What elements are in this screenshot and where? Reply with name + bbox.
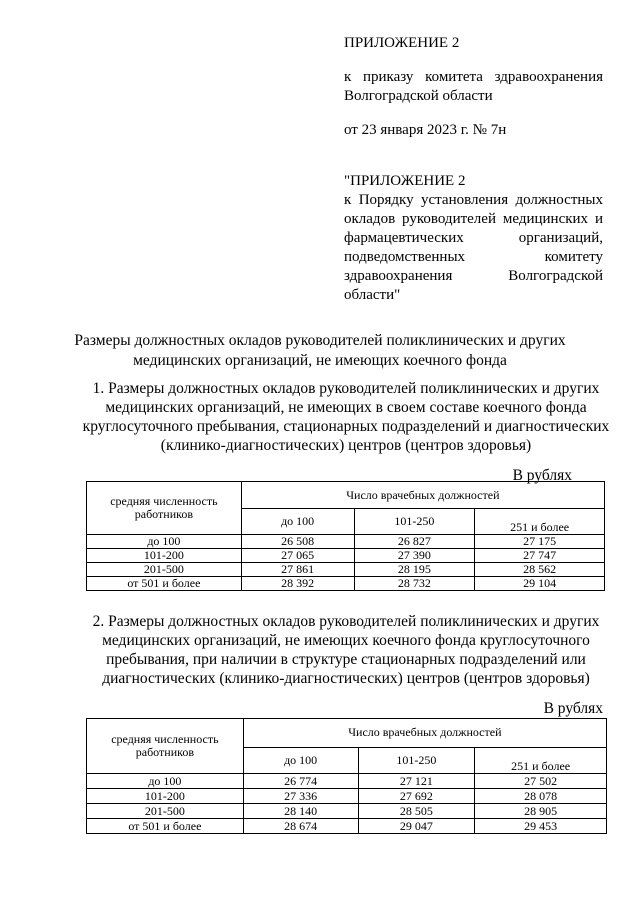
order-date: от 23 января 2023 г. № 7н: [344, 122, 507, 138]
procedure-line: окладов руководителей медицинских и: [344, 211, 603, 227]
table-cell: 27 065: [241, 549, 354, 563]
table-cell: 27 502: [475, 774, 607, 789]
section-1-heading-line: 1. Размеры должностных окладов руководителей поликлинических и других: [92, 380, 600, 397]
table-row: [87, 774, 607, 789]
row-label: от 501 и более: [87, 819, 244, 834]
col-header: до 100: [241, 509, 354, 535]
row-label: 101-200: [87, 549, 242, 563]
group-header-doctor-positions: Число врачебных должностей: [241, 482, 604, 509]
row-label: до 100: [87, 535, 242, 549]
col-header: 251 и более: [475, 509, 605, 535]
table-cell: 28 674: [243, 819, 358, 834]
table-cell: 27 747: [475, 549, 605, 563]
table-cell: 28 505: [358, 804, 475, 819]
col-header: 251 и более: [475, 747, 607, 773]
order-line-2: Волгоградской области: [344, 88, 493, 104]
section-2-heading-line: диагностических (клинико-диагностических) центров (центров здоровья): [102, 670, 590, 687]
section-2-heading-line: 2. Размеры должностных окладов руководителей поликлинических и других: [92, 613, 600, 630]
row-label: 201-500: [87, 563, 242, 577]
table-row: [87, 577, 605, 591]
table-row: [87, 549, 605, 563]
table-cell: 26 508: [241, 535, 354, 549]
col-header: 101-250: [354, 509, 475, 535]
table-row: [87, 563, 605, 577]
appendix-title: ПРИЛОЖЕНИЕ 2: [344, 35, 460, 51]
section-2-unit: В рублях: [543, 700, 603, 717]
col-header: до 100: [243, 747, 358, 773]
table-row: [87, 819, 607, 834]
row-label: до 100: [87, 774, 244, 789]
salary-table-2: [86, 718, 607, 834]
group-header-doctor-positions: Число врачебных должностей: [243, 719, 606, 748]
table-cell: 27 175: [475, 535, 605, 549]
section-1-unit: В рублях: [512, 467, 572, 484]
col-header-staff-count: средняя численность работников: [87, 482, 242, 535]
table-cell: 28 195: [354, 563, 475, 577]
table-cell: 28 905: [475, 804, 607, 819]
section-1-heading-line: круглосуточного пребывания, стационарных подразделений и диагностических: [82, 418, 610, 435]
col-header-staff-count: средняя численность работников: [87, 719, 244, 774]
table-cell: 28 732: [354, 577, 475, 591]
table-row: [87, 535, 605, 549]
table-cell: 27 390: [354, 549, 475, 563]
procedure-line: к Порядку установления должностных: [344, 192, 603, 208]
section-1-heading-line: медицинских организаций, не имеющих в своем составе коечного фонда: [105, 399, 587, 416]
row-label: 101-200: [87, 789, 244, 804]
section-2-heading-line: медицинских организаций, не имеющих коечного фонда круглосуточного: [102, 632, 590, 649]
procedure-line: здравоохранения Волгоградской: [344, 268, 603, 284]
col-header: 101-250: [358, 747, 475, 773]
quote-appendix-title: "ПРИЛОЖЕНИЕ 2: [344, 173, 466, 189]
row-label: от 501 и более: [87, 577, 242, 591]
table-cell: 27 861: [241, 563, 354, 577]
procedure-line: подведомственных комитету: [344, 249, 603, 265]
section-1-heading-line: (клинико-диагностических) центров (центров здоровья): [160, 437, 532, 454]
table-cell: 27 692: [358, 789, 475, 804]
table-row: [87, 789, 607, 804]
main-title-line: медицинских организаций, не имеющих коечного фонда: [133, 352, 507, 369]
table-cell: 29 453: [475, 819, 607, 834]
table-cell: 26 774: [243, 774, 358, 789]
table-cell: 29 047: [358, 819, 475, 834]
main-title-line: Размеры должностных окладов руководителей поликлинических и других: [74, 332, 566, 349]
salary-table-1: [86, 481, 605, 591]
table-cell: 28 562: [475, 563, 605, 577]
procedure-line: фармацевтических организаций,: [344, 230, 603, 246]
table-cell: 27 336: [243, 789, 358, 804]
table-row: [87, 804, 607, 819]
table-cell: 29 104: [475, 577, 605, 591]
table-cell: 28 140: [243, 804, 358, 819]
order-line-1: к приказу комитета здравоохранения: [344, 69, 603, 85]
section-2-heading-line: пребывания, при наличии в структуре стационарных подразделений или: [106, 651, 586, 668]
table-cell: 26 827: [354, 535, 475, 549]
table-cell: 28 392: [241, 577, 354, 591]
row-label: 201-500: [87, 804, 244, 819]
table-cell: 28 078: [475, 789, 607, 804]
procedure-line: области": [344, 287, 401, 303]
table-cell: 27 121: [358, 774, 475, 789]
